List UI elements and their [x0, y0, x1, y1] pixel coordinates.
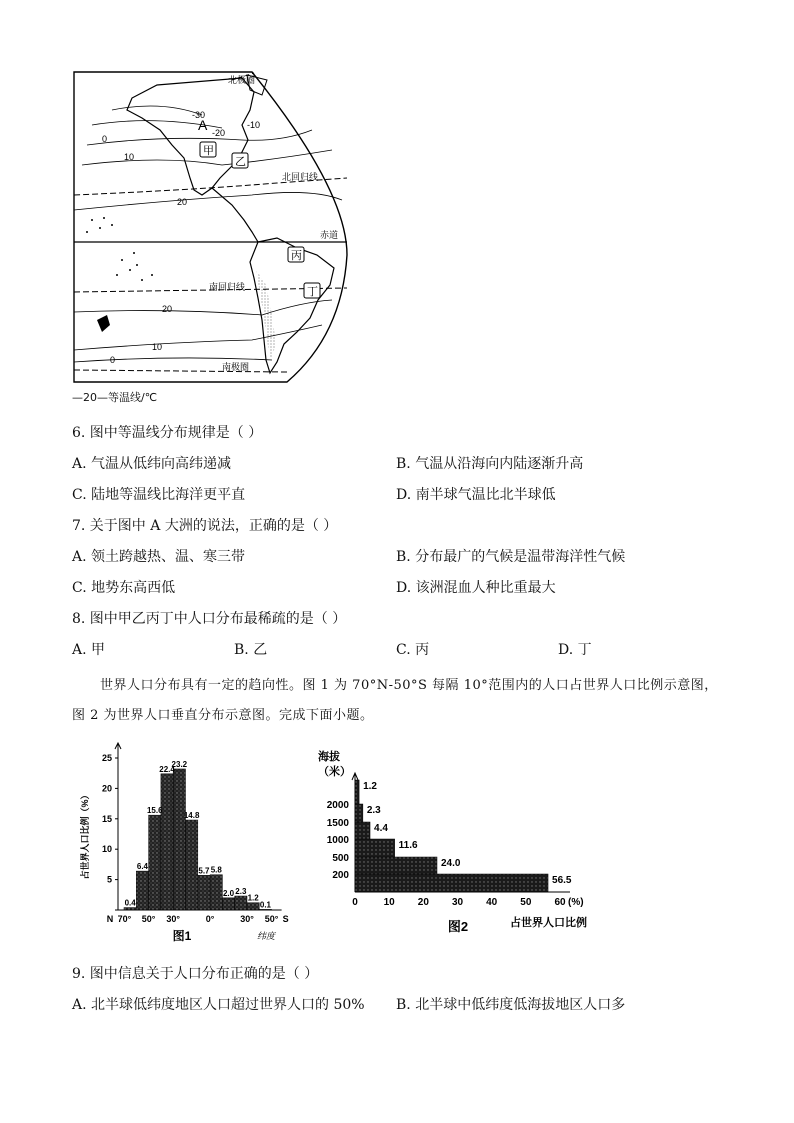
- chart-1-x-tick-label: S: [282, 914, 289, 924]
- isotherm-label: -30: [192, 110, 206, 120]
- isotherm-label: 10: [124, 152, 135, 162]
- jia-label: 甲: [203, 145, 214, 157]
- temperature-map: [72, 70, 352, 386]
- question-7-option-d[interactable]: D. 该洲混血人种比重最大: [396, 580, 556, 596]
- chart-2-bar: [355, 874, 548, 892]
- chart-2-svg: [310, 740, 610, 940]
- chart-1-bar: [161, 774, 173, 910]
- question-8-stem: 8. 图中甲乙丙丁中人口分布最稀疏的是（ ）: [72, 611, 347, 627]
- chart-2-y-tick-label: 1500: [326, 818, 349, 829]
- chart-1-y-tick-label: 25: [101, 753, 112, 763]
- chart-2-y-tick-label: 200: [332, 870, 349, 881]
- chart-1-x-tick-label: 0°: [205, 914, 215, 924]
- chart-1-y-tick-label: 20: [101, 783, 112, 794]
- chart-1-value-label: 1.2: [247, 893, 259, 903]
- question-7-option-c[interactable]: C. 地势东高西低: [72, 580, 176, 596]
- chart-1-value-label: 2.0: [222, 888, 235, 898]
- tropic-capricorn-label: 南回归线: [209, 282, 246, 292]
- chart-2-bar: [355, 839, 395, 857]
- continent-a-label: A: [198, 117, 208, 133]
- chart-2-x-tick-label: 20: [417, 897, 429, 908]
- chart-1-bar: [186, 820, 198, 910]
- question-7-option-a[interactable]: A. 领土跨越热、温、寒三带: [72, 549, 246, 565]
- chart-2-x-tick-label: 40: [486, 897, 498, 908]
- chart-1-value-label: 14.8: [183, 811, 200, 821]
- isotherm-label: -10: [247, 120, 261, 130]
- chart-1-value-label: 0.4: [124, 898, 136, 908]
- yi-label: 乙: [235, 156, 246, 168]
- chart-2-bar: [355, 804, 363, 822]
- question-6-option-b[interactable]: B. 气温从沿海向内陆逐渐升高: [396, 456, 584, 472]
- chart-2-value-label: 1.2: [363, 781, 378, 792]
- chart-2: [310, 740, 610, 944]
- chart-1-bar: [136, 871, 148, 910]
- chart-2-bar: [355, 780, 359, 804]
- question-6-option-a[interactable]: A. 气温从低纬向高纬递减: [72, 456, 232, 472]
- chart-1-value-label: 23.2: [171, 759, 188, 769]
- question-9-option-a[interactable]: A. 北半球低纬度地区人口超过世界人口的 50%: [72, 997, 365, 1013]
- chart-2-x-unit: (%): [568, 897, 584, 908]
- chart-1-title: 图1: [172, 929, 192, 943]
- chart-2-y-tick-label: 2000: [326, 800, 349, 811]
- chart-2-x-tick-label: 60: [554, 897, 566, 908]
- chart-2-value-label: 56.5: [552, 875, 572, 886]
- intro-line-1: 世界人口分布具有一定的趋向性。图 1 为 70°N-50°S 每隔 10°范围内的人口占世界人口比例示意图，: [100, 678, 718, 693]
- chart-2-title: 图2: [447, 919, 469, 934]
- chart-1-x-tick-label: 30°: [166, 914, 181, 924]
- chart-1-x-tick-label: N: [106, 914, 114, 924]
- chart-2-value-label: 4.4: [374, 823, 388, 834]
- chart-1-x-tick-label: 50°: [264, 914, 279, 924]
- chart-1-value-label: 5.7: [198, 866, 210, 876]
- chart-2-x-axis-label: 占世界人口比例: [510, 917, 587, 929]
- chart-2-x-tick-label: 50: [520, 897, 532, 908]
- map-svg: [72, 70, 352, 386]
- chart-2-x-tick-label: 0: [352, 897, 358, 908]
- chart-1-bar: [222, 898, 234, 910]
- chart-1-value-label: 22.4: [159, 764, 175, 774]
- chart-2-x-tick-label: 30: [451, 897, 464, 908]
- chart-1-value-label: 5.8: [210, 865, 222, 875]
- chart-1-value-label: 2.3: [235, 887, 247, 897]
- chart-1-value-label: 0.1: [259, 900, 272, 910]
- map-frame: [74, 72, 347, 382]
- isotherm-label: 0: [102, 134, 108, 144]
- chart-1-value-label: 15.6: [146, 806, 163, 816]
- question-9-stem: 9. 图中信息关于人口分布正确的是（ ）: [72, 966, 319, 982]
- question-6-stem: 6. 图中等温线分布规律是（ ）: [72, 425, 263, 441]
- chart-1-bar: [247, 903, 259, 910]
- question-9-option-b[interactable]: B. 北半球中低纬度低海拔地区人口多: [396, 997, 626, 1013]
- isotherm-label: -20: [212, 128, 226, 138]
- chart-1-x-tick-label: 70°: [117, 914, 132, 924]
- chart-2-y-axis-label: 海拔: [318, 751, 340, 763]
- chart-2-bar: [355, 822, 370, 839]
- chart-2-x-tick-label: 10: [383, 897, 395, 908]
- chart-1-y-axis-label: 占世界人口比例（%）: [80, 790, 90, 880]
- chart-2-value-label: 11.6: [398, 840, 418, 851]
- question-8-option-d[interactable]: D. 丁: [558, 642, 592, 658]
- chart-1-value-label: 6.4: [136, 862, 149, 872]
- question-8-option-c[interactable]: C. 丙: [396, 642, 430, 658]
- chart-1-x-axis-label: 纬度: [257, 931, 276, 941]
- chart-1-bar: [210, 875, 222, 910]
- chart-1-bar: [198, 875, 210, 910]
- equator-label: 赤道: [320, 230, 339, 240]
- chart-1-x-tick-label: 30°: [240, 914, 254, 924]
- isotherm-label: 20: [162, 304, 173, 314]
- chart-2-y-tick-label: 500: [332, 853, 349, 864]
- question-7-option-b[interactable]: B. 分布最广的气候是温带海洋性气候: [396, 549, 626, 565]
- chart-2-value-label: 2.3: [366, 805, 381, 816]
- chart-1: [72, 740, 302, 950]
- intro-line-2: 图 2 为世界人口垂直分布示意图。完成下面小题。: [72, 708, 374, 723]
- ding-label: 丁: [307, 286, 318, 298]
- chart-2-value-label: 24.0: [441, 858, 461, 869]
- bing-label: 丙: [291, 250, 302, 262]
- chart-2-bar: [355, 857, 437, 874]
- question-6-option-d[interactable]: D. 南半球气温比北半球低: [396, 487, 556, 503]
- chart-1-bar: [235, 896, 247, 910]
- question-8-option-a[interactable]: A. 甲: [72, 642, 106, 658]
- map-legend: —20—等温线/℃: [72, 391, 158, 404]
- chart-1-bar: [173, 769, 185, 910]
- chart-1-bar: [149, 815, 161, 910]
- chart-1-y-tick-label: 15: [101, 813, 112, 824]
- antarctic-label: 南极圈: [222, 362, 250, 372]
- question-7-stem: 7. 关于图中 A 大洲的说法，正确的是（ ）: [72, 518, 338, 534]
- chart-2-y-tick-label: 1000: [326, 835, 349, 846]
- tropic-cancer-label: 北回归线: [282, 172, 319, 182]
- chart-1-svg: [72, 740, 302, 946]
- isotherm-label: 10: [152, 342, 163, 352]
- chart-2-y-axis-unit: （米）: [318, 766, 351, 778]
- question-6-option-c[interactable]: C. 陆地等温线比海洋更平直: [72, 487, 246, 503]
- chart-1-x-tick-label: 50°: [141, 914, 156, 924]
- isotherm-label: 20: [177, 197, 188, 207]
- chart-1-y-tick-label: 5: [106, 874, 112, 885]
- question-8-option-b[interactable]: B. 乙: [234, 642, 268, 658]
- isotherm-label: 0: [110, 355, 116, 365]
- chart-1-y-tick-label: 10: [101, 844, 112, 855]
- arctic-label: 北极圈: [228, 75, 256, 85]
